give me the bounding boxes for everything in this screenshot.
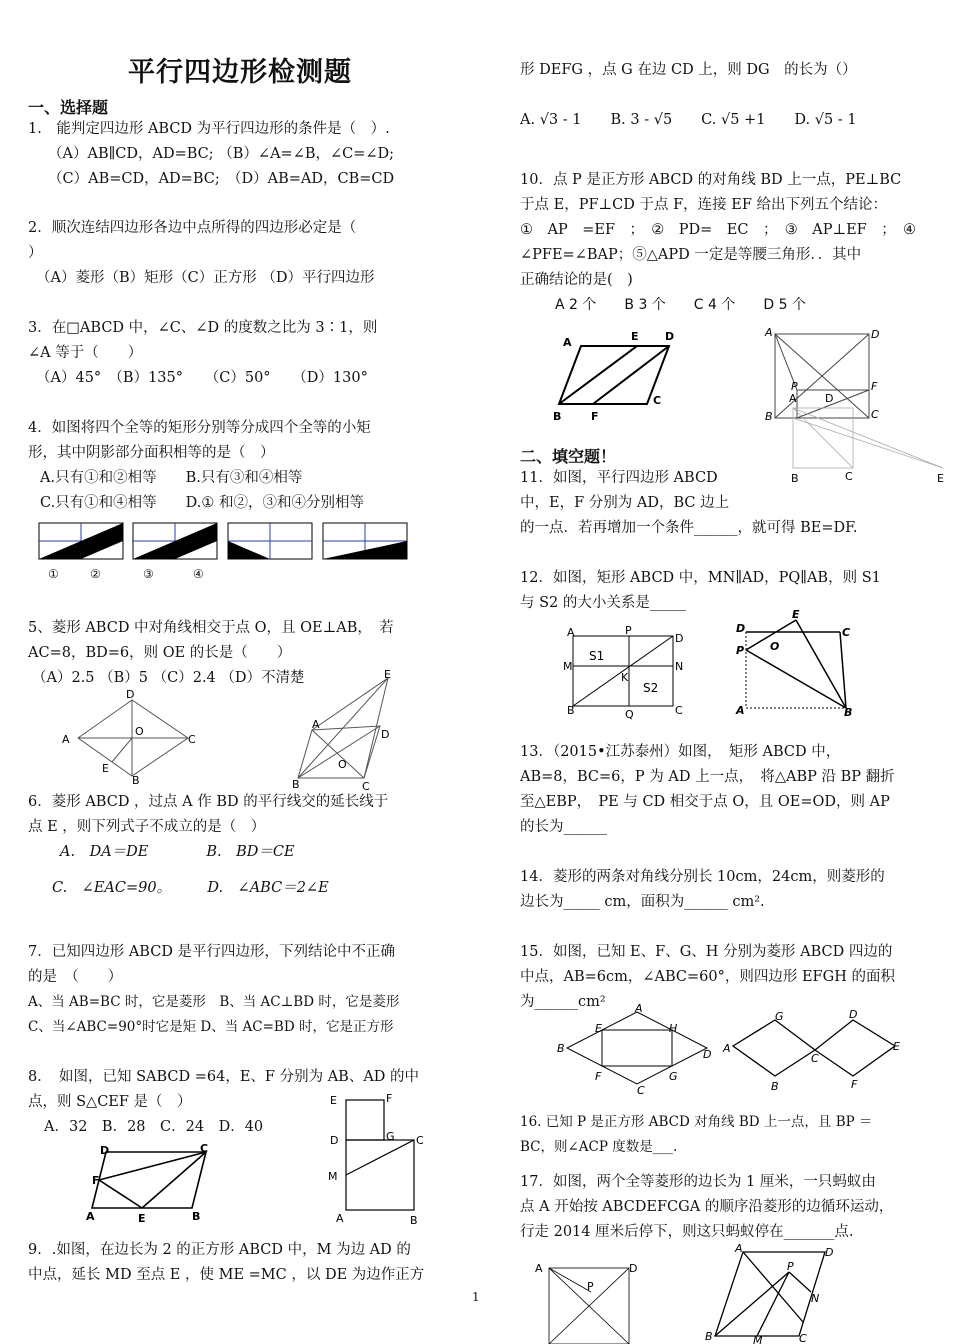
svg-text:S2: S2 bbox=[643, 681, 659, 695]
svg-text:D: D bbox=[126, 688, 135, 701]
svg-text:A: A bbox=[86, 1210, 95, 1223]
svg-text:B: B bbox=[844, 706, 853, 719]
q9-figure bbox=[326, 1088, 432, 1228]
svg-text:A: A bbox=[563, 336, 572, 349]
q13-figure bbox=[730, 610, 870, 718]
svg-text:C: C bbox=[188, 733, 196, 746]
q10-stem: 10．点 P 是正方形 ABCD 的对角线 BD 上一点，PE⊥BC bbox=[520, 172, 902, 188]
svg-text:K: K bbox=[621, 671, 629, 684]
svg-text:A: A bbox=[765, 326, 773, 339]
svg-text:E: E bbox=[330, 1094, 337, 1107]
svg-text:A: A bbox=[535, 1262, 543, 1275]
svg-text:F: F bbox=[386, 1092, 393, 1105]
q13-stem-cont2: 至△EBP， PE 与 CD 相交于点 O，且 OE=OD，则 AP bbox=[520, 794, 890, 810]
svg-text:G: G bbox=[386, 1130, 395, 1143]
svg-text:E: E bbox=[595, 1022, 602, 1035]
svg-text:C: C bbox=[653, 394, 662, 407]
q13-stem-cont: AB=8，BC=6，P 为 AD 上一点， 将△ABP 沿 BP 翻折 bbox=[520, 769, 895, 785]
svg-text:D: D bbox=[629, 1262, 638, 1275]
svg-text:E: E bbox=[792, 608, 800, 621]
svg-text:A: A bbox=[789, 392, 797, 405]
q11-figure bbox=[551, 322, 681, 424]
svg-text:P: P bbox=[787, 1260, 794, 1273]
svg-text:B: B bbox=[410, 1214, 418, 1227]
q4-stem: 4．如图将四个全等的矩形分别等分成四个全等的小矩 bbox=[28, 420, 371, 436]
svg-text:E: E bbox=[631, 330, 639, 343]
svg-text:D: D bbox=[871, 328, 880, 341]
svg-text:B: B bbox=[192, 1210, 201, 1223]
svg-text:B: B bbox=[553, 410, 562, 423]
q17-stem: 17．如图，两个全等菱形的边长为 1 厘米，一只蚂蚁由 bbox=[520, 1174, 876, 1190]
q4-label-2: ② bbox=[90, 567, 101, 581]
q7-options-ab: A、当 AB=BC 时，它是菱形 B、当 AC⊥BD 时，它是菱形 bbox=[28, 994, 400, 1010]
q9-options: A. √3 - 1 B. 3 - √5 C. √5 +1 D. √5 - 1 bbox=[520, 112, 857, 128]
q8-stem-cont: 点，则 S△CEF 是（ ） bbox=[28, 1094, 192, 1110]
q6-options-cd: C. ∠EAC=90。 D. ∠ABC＝2∠E bbox=[52, 880, 329, 896]
svg-text:B: B bbox=[567, 704, 575, 717]
q8-figure bbox=[86, 1140, 216, 1225]
svg-text:F: F bbox=[871, 380, 878, 393]
q10-ask: 正确结论的是( ) bbox=[520, 272, 633, 288]
q1-options-ab: （A）AB∥CD，AD=BC; （B）∠A=∠B，∠C=∠D; bbox=[48, 146, 395, 162]
svg-text:C: C bbox=[637, 1084, 645, 1097]
svg-text:A: A bbox=[62, 733, 70, 746]
svg-text:E: E bbox=[102, 762, 109, 775]
svg-text:P: P bbox=[791, 380, 798, 393]
svg-text:B: B bbox=[705, 1330, 713, 1343]
svg-text:E: E bbox=[893, 1040, 900, 1053]
q4-options-ab: A.只有①和②相等 B.只有③和④相等 bbox=[40, 470, 303, 486]
q4-figure bbox=[38, 522, 410, 562]
svg-text:D: D bbox=[100, 1144, 110, 1157]
svg-text:A: A bbox=[723, 1042, 731, 1055]
svg-text:A: A bbox=[567, 626, 575, 639]
q12-stem: 12．如图，矩形 ABCD 中，MN∥AD，PQ∥AB，则 S1 bbox=[520, 570, 881, 586]
svg-text:D: D bbox=[825, 392, 834, 405]
svg-text:C: C bbox=[842, 626, 851, 639]
svg-text:O: O bbox=[135, 725, 144, 738]
q5-stem: 5、菱形 ABCD 中对角线相交于点 O，且 OE⊥AB， 若 bbox=[28, 620, 394, 636]
q15-stem: 15．如图，已知 E、F、G、H 分别为菱形 ABCD 四边的 bbox=[520, 944, 893, 960]
svg-text:H: H bbox=[669, 1022, 678, 1035]
svg-text:Q: Q bbox=[625, 708, 634, 721]
q11-ask: 的一点．若再增加一个条件______，就可得 BE=DF. bbox=[520, 520, 858, 536]
svg-text:C: C bbox=[845, 470, 853, 483]
page-number: 1 bbox=[472, 1290, 480, 1304]
svg-text:C: C bbox=[675, 704, 683, 717]
q15-figure bbox=[557, 1002, 717, 1097]
q9-stem-cont: 中点，延长 MD 至点 E ，使 ME =MC ，以 DE 为边作正方 bbox=[28, 1267, 425, 1283]
svg-text:C: C bbox=[811, 1052, 819, 1065]
q8-stem: 8． 如图，已知 SABCD =64，E、F 分别为 AB、AD 的中 bbox=[28, 1069, 420, 1085]
q7-options-cd: C、当∠ABC=90°时它是矩 D、当 AC=BD 时，它是正方形 bbox=[28, 1019, 394, 1035]
page-title: 平行四边形检测题 bbox=[128, 57, 352, 88]
svg-text:P: P bbox=[587, 1280, 594, 1293]
q10-conclusions-2: ∠PFE=∠BAP；⑤△APD 一定是等腰三角形．．其中 bbox=[520, 247, 862, 263]
svg-text:G: G bbox=[775, 1010, 784, 1023]
svg-text:B: B bbox=[765, 410, 773, 423]
q11-stem: 11．如图，平行四边形 ABCD bbox=[520, 470, 718, 486]
svg-text:O: O bbox=[770, 640, 780, 653]
svg-text:F: F bbox=[851, 1078, 858, 1091]
q17-ask: 行走 2014 厘米后停下，则这只蚂蚁停在_______点. bbox=[520, 1224, 854, 1240]
section-heading-choice: 一、选择题 bbox=[28, 98, 109, 117]
q4-stem-cont: 形，其中阴影部分面积相等的是（ ） bbox=[28, 445, 275, 461]
q10-options: A 2 个 B 3 个 C 4 个 D 5 个 bbox=[555, 297, 806, 313]
svg-text:N: N bbox=[811, 1292, 820, 1305]
q17-rhombus-figure bbox=[723, 1002, 908, 1092]
q3-options: （A）45° （B）135° （C）50° （D）130° bbox=[36, 370, 368, 386]
svg-text:F: F bbox=[591, 410, 599, 423]
svg-text:A: A bbox=[336, 1212, 344, 1225]
svg-text:G: G bbox=[669, 1070, 678, 1083]
svg-text:O: O bbox=[338, 758, 347, 771]
svg-text:P: P bbox=[736, 644, 745, 657]
q6-stem-cont: 点 E ，则下列式子不成立的是（ ） bbox=[28, 819, 266, 835]
q13-ask: 的长为______ bbox=[520, 819, 607, 835]
svg-text:N: N bbox=[675, 660, 684, 673]
q7-stem: 7．已知四边形 ABCD 是平行四边形，下列结论中不正确 bbox=[28, 944, 396, 960]
q5-options: （A）2.5 （B）5 （C）2.4 （D）不清楚 bbox=[32, 670, 305, 686]
svg-text:M: M bbox=[328, 1170, 338, 1183]
q11-stem-cont: 中，E，F 分别为 AD，BC 边上 bbox=[520, 495, 730, 511]
q16-square-figure bbox=[531, 1258, 641, 1344]
svg-text:C: C bbox=[200, 1142, 209, 1155]
svg-text:F: F bbox=[595, 1070, 602, 1083]
q12-ask: 与 S2 的大小关系是_____ bbox=[520, 595, 687, 611]
svg-text:D: D bbox=[703, 1048, 712, 1061]
svg-text:C: C bbox=[799, 1332, 807, 1344]
q2-stem-cont: ） bbox=[28, 245, 43, 261]
q15-ask: 为______cm² bbox=[520, 994, 606, 1010]
q7-stem-cont: 的是 （ ） bbox=[28, 969, 123, 985]
q1-options-cd: （C）AB=CD，AD=BC; （D）AB=AD，CB=CD bbox=[48, 171, 395, 187]
svg-text:E: E bbox=[138, 1212, 146, 1225]
svg-text:B: B bbox=[771, 1080, 779, 1093]
q17-stem-cont: 点 A 开始按 ABCDEFCGA 的顺序沿菱形的边循环运动， bbox=[520, 1199, 894, 1215]
q10-conclusions-1: ① AP =EF ； ② PD= EC ； ③ AP⊥EF ； ④ bbox=[520, 222, 916, 238]
q4-options-cd: C.只有①和④相等 D.① 和②，③和④分别相等 bbox=[40, 495, 365, 511]
svg-text:C: C bbox=[362, 780, 370, 793]
q12-figure bbox=[563, 624, 684, 721]
svg-text:D: D bbox=[849, 1008, 858, 1021]
q1-stem: 1. 能判定四边形 ABCD 为平行四边形的条件是（ ）. bbox=[28, 121, 390, 137]
q5-rhombus-figure bbox=[60, 688, 210, 788]
svg-text:D: D bbox=[330, 1134, 339, 1147]
q-extra-parallelogram-figure bbox=[703, 1242, 843, 1344]
q2-stem: 2．顺次连结四边形各边中点所得的四边形必定是（ bbox=[28, 220, 357, 236]
q2-options: （A）菱形（B）矩形（C）正方形 （D）平行四边形 bbox=[36, 270, 375, 286]
q4-label-4: ④ bbox=[193, 567, 204, 581]
q4-label-1: ① bbox=[48, 567, 59, 581]
svg-text:B: B bbox=[292, 778, 300, 791]
svg-text:A: A bbox=[312, 718, 320, 731]
q10-square-figure bbox=[763, 324, 953, 489]
q14-stem: 14．菱形的两条对角线分别长 10cm，24cm，则菱形的 bbox=[520, 869, 885, 885]
svg-text:C: C bbox=[871, 408, 879, 421]
q14-ask: 边长为_____ cm，面积为______ cm². bbox=[520, 894, 765, 910]
q13-stem: 13．（2015•江苏泰州）如图， 矩形 ABCD 中， bbox=[520, 744, 841, 760]
q9-stem: 9．.如图，在边长为 2 的正方形 ABCD 中，M 为边 AD 的 bbox=[28, 1242, 411, 1258]
q16-stem: 16. 已知 P 是正方形 ABCD 对角线 BD 上一点，且 BP ＝ bbox=[520, 1114, 873, 1130]
q8-options: A．32 B．28 C．24 D．40 bbox=[44, 1119, 264, 1135]
q3-stem-cont: ∠A 等于（ ） bbox=[28, 345, 143, 361]
q5-stem-cont: AC=8，BD=6，则 OE 的长是（ ） bbox=[28, 645, 292, 661]
q10-stem-cont: 于点 E，PF⊥CD 于点 F，连接 EF 给出下列五个结论： bbox=[520, 197, 888, 213]
q9-stem-end: 形 DEFG ，点 G 在边 CD 上，则 DG 的长为（） bbox=[520, 62, 857, 78]
svg-text:C: C bbox=[416, 1134, 424, 1147]
q16-ask: BC，则∠ACP 度数是___. bbox=[520, 1139, 678, 1155]
svg-text:D: D bbox=[736, 622, 746, 635]
q4-label-3: ③ bbox=[143, 567, 154, 581]
q6-figure bbox=[290, 668, 410, 792]
svg-text:B: B bbox=[132, 774, 140, 787]
q6-options-ab: A. DA＝DE B. BD＝CE bbox=[60, 844, 295, 860]
svg-text:A: A bbox=[735, 1242, 743, 1255]
svg-text:A: A bbox=[635, 1002, 643, 1015]
q6-stem: 6．菱形 ABCD ，过点 A 作 BD 的平行线交的延长线于 bbox=[28, 794, 389, 810]
svg-text:D: D bbox=[381, 728, 390, 741]
svg-text:D: D bbox=[825, 1246, 834, 1259]
svg-text:M: M bbox=[753, 1334, 763, 1344]
svg-text:P: P bbox=[625, 624, 632, 637]
svg-text:E: E bbox=[384, 668, 391, 681]
svg-text:D: D bbox=[665, 330, 675, 343]
svg-text:S1: S1 bbox=[589, 649, 605, 663]
section-heading-fill: 二、填空题！ bbox=[520, 447, 617, 466]
svg-text:A: A bbox=[736, 704, 745, 717]
svg-text:B: B bbox=[557, 1042, 565, 1055]
q15-stem-cont: 中点，AB=6cm，∠ABC=60°，则四边形 EFGH 的面积 bbox=[520, 969, 895, 985]
svg-text:F: F bbox=[92, 1174, 100, 1187]
svg-text:M: M bbox=[563, 660, 573, 673]
svg-text:E: E bbox=[937, 472, 944, 485]
svg-text:D: D bbox=[675, 632, 684, 645]
svg-text:B: B bbox=[791, 472, 799, 485]
q3-stem: 3．在□ABCD 中，∠C、∠D 的度数之比为 3∶1，则 bbox=[28, 320, 378, 336]
